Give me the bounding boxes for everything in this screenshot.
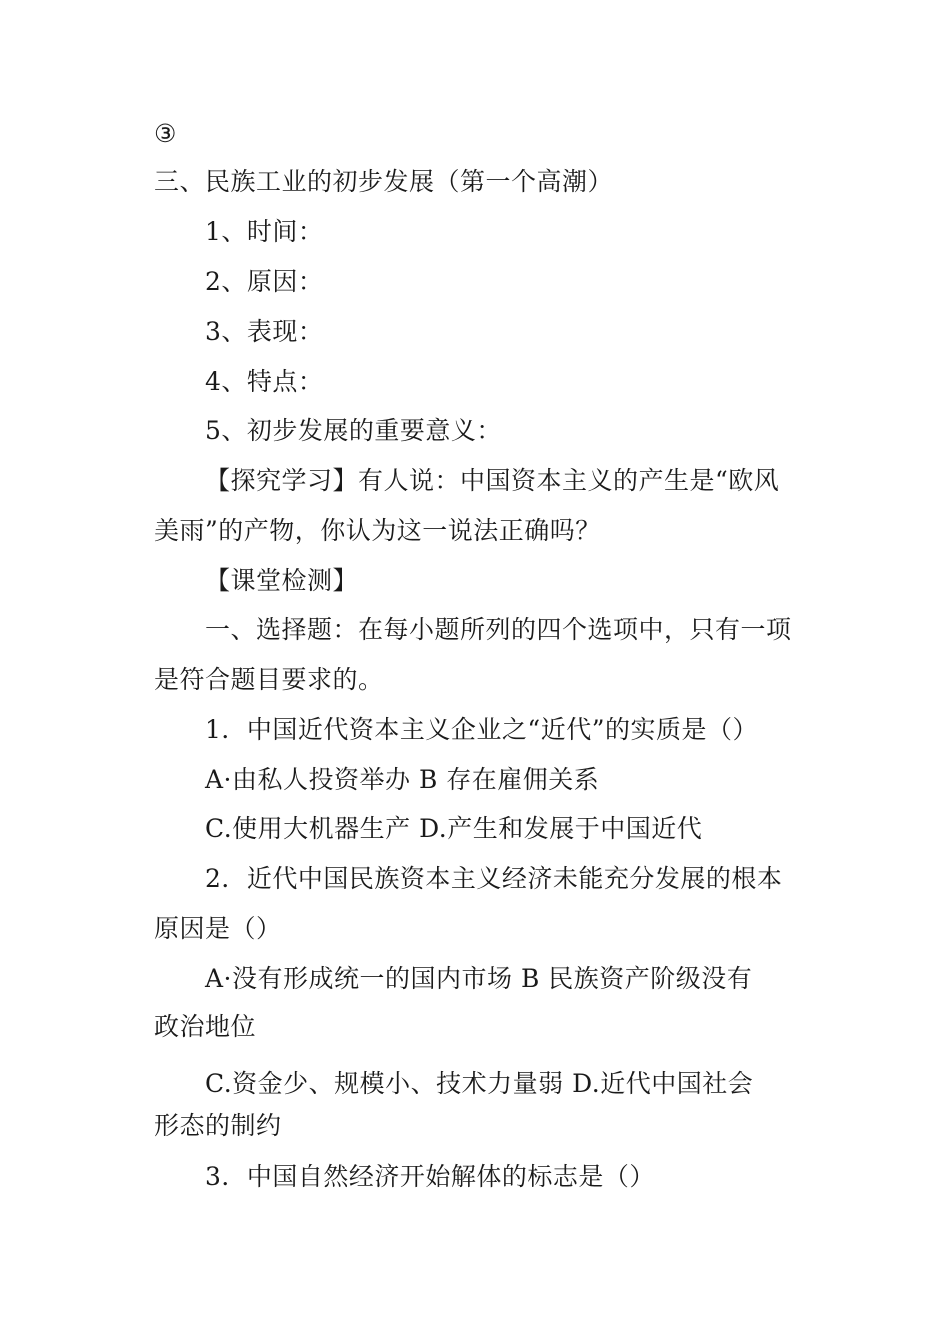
inquiry-learning-line-1: 【探究学习】有人说：中国资本主义的产生是“欧风 bbox=[205, 466, 780, 495]
question-3: 3．中国自然经济开始解体的标志是（） bbox=[205, 1162, 655, 1191]
item-manifestation: 3、表现： bbox=[205, 317, 324, 346]
question-1-options-ab: A·由私人投资举办 B 存在雇佣关系 bbox=[205, 765, 600, 794]
question-2-options-ab-line-1: A·没有形成统一的国内市场 B 民族资产阶级没有 bbox=[205, 964, 753, 993]
multiple-choice-instructions-1: 一、选择题：在每小题所列的四个选项中，只有一项 bbox=[205, 615, 792, 644]
question-1-options-cd: C.使用大机器生产 D.产生和发展于中国近代 bbox=[205, 814, 703, 843]
item-characteristics: 4、特点： bbox=[205, 367, 324, 396]
item-time: 1、时间： bbox=[205, 217, 324, 246]
question-2-options-cd-line-2: 形态的制约 bbox=[154, 1111, 282, 1140]
question-2-line-1: 2．近代中国民族资本主义经济未能充分发展的根本 bbox=[205, 864, 783, 893]
question-2-line-2: 原因是（） bbox=[154, 914, 282, 943]
item-significance: 5、初步发展的重要意义： bbox=[205, 416, 502, 445]
question-2-options-cd-line-1: C.资金少、规模小、技术力量弱 D.近代中国社会 bbox=[205, 1069, 754, 1098]
classroom-test-heading: 【课堂检测】 bbox=[205, 566, 359, 595]
inquiry-learning-line-2: 美雨”的产物，你认为这一说法正确吗？ bbox=[154, 516, 601, 545]
question-2-options-ab-line-2: 政治地位 bbox=[154, 1012, 257, 1041]
multiple-choice-instructions-2: 是符合题目要求的。 bbox=[154, 665, 384, 694]
section-heading-national-industry: 三、民族工业的初步发展（第一个高潮） bbox=[154, 167, 614, 196]
item-reason: 2、原因： bbox=[205, 267, 324, 296]
circled-number-three: ③ bbox=[154, 119, 177, 148]
question-1: 1．中国近代资本主义企业之“近代”的实质是（） bbox=[205, 715, 758, 744]
